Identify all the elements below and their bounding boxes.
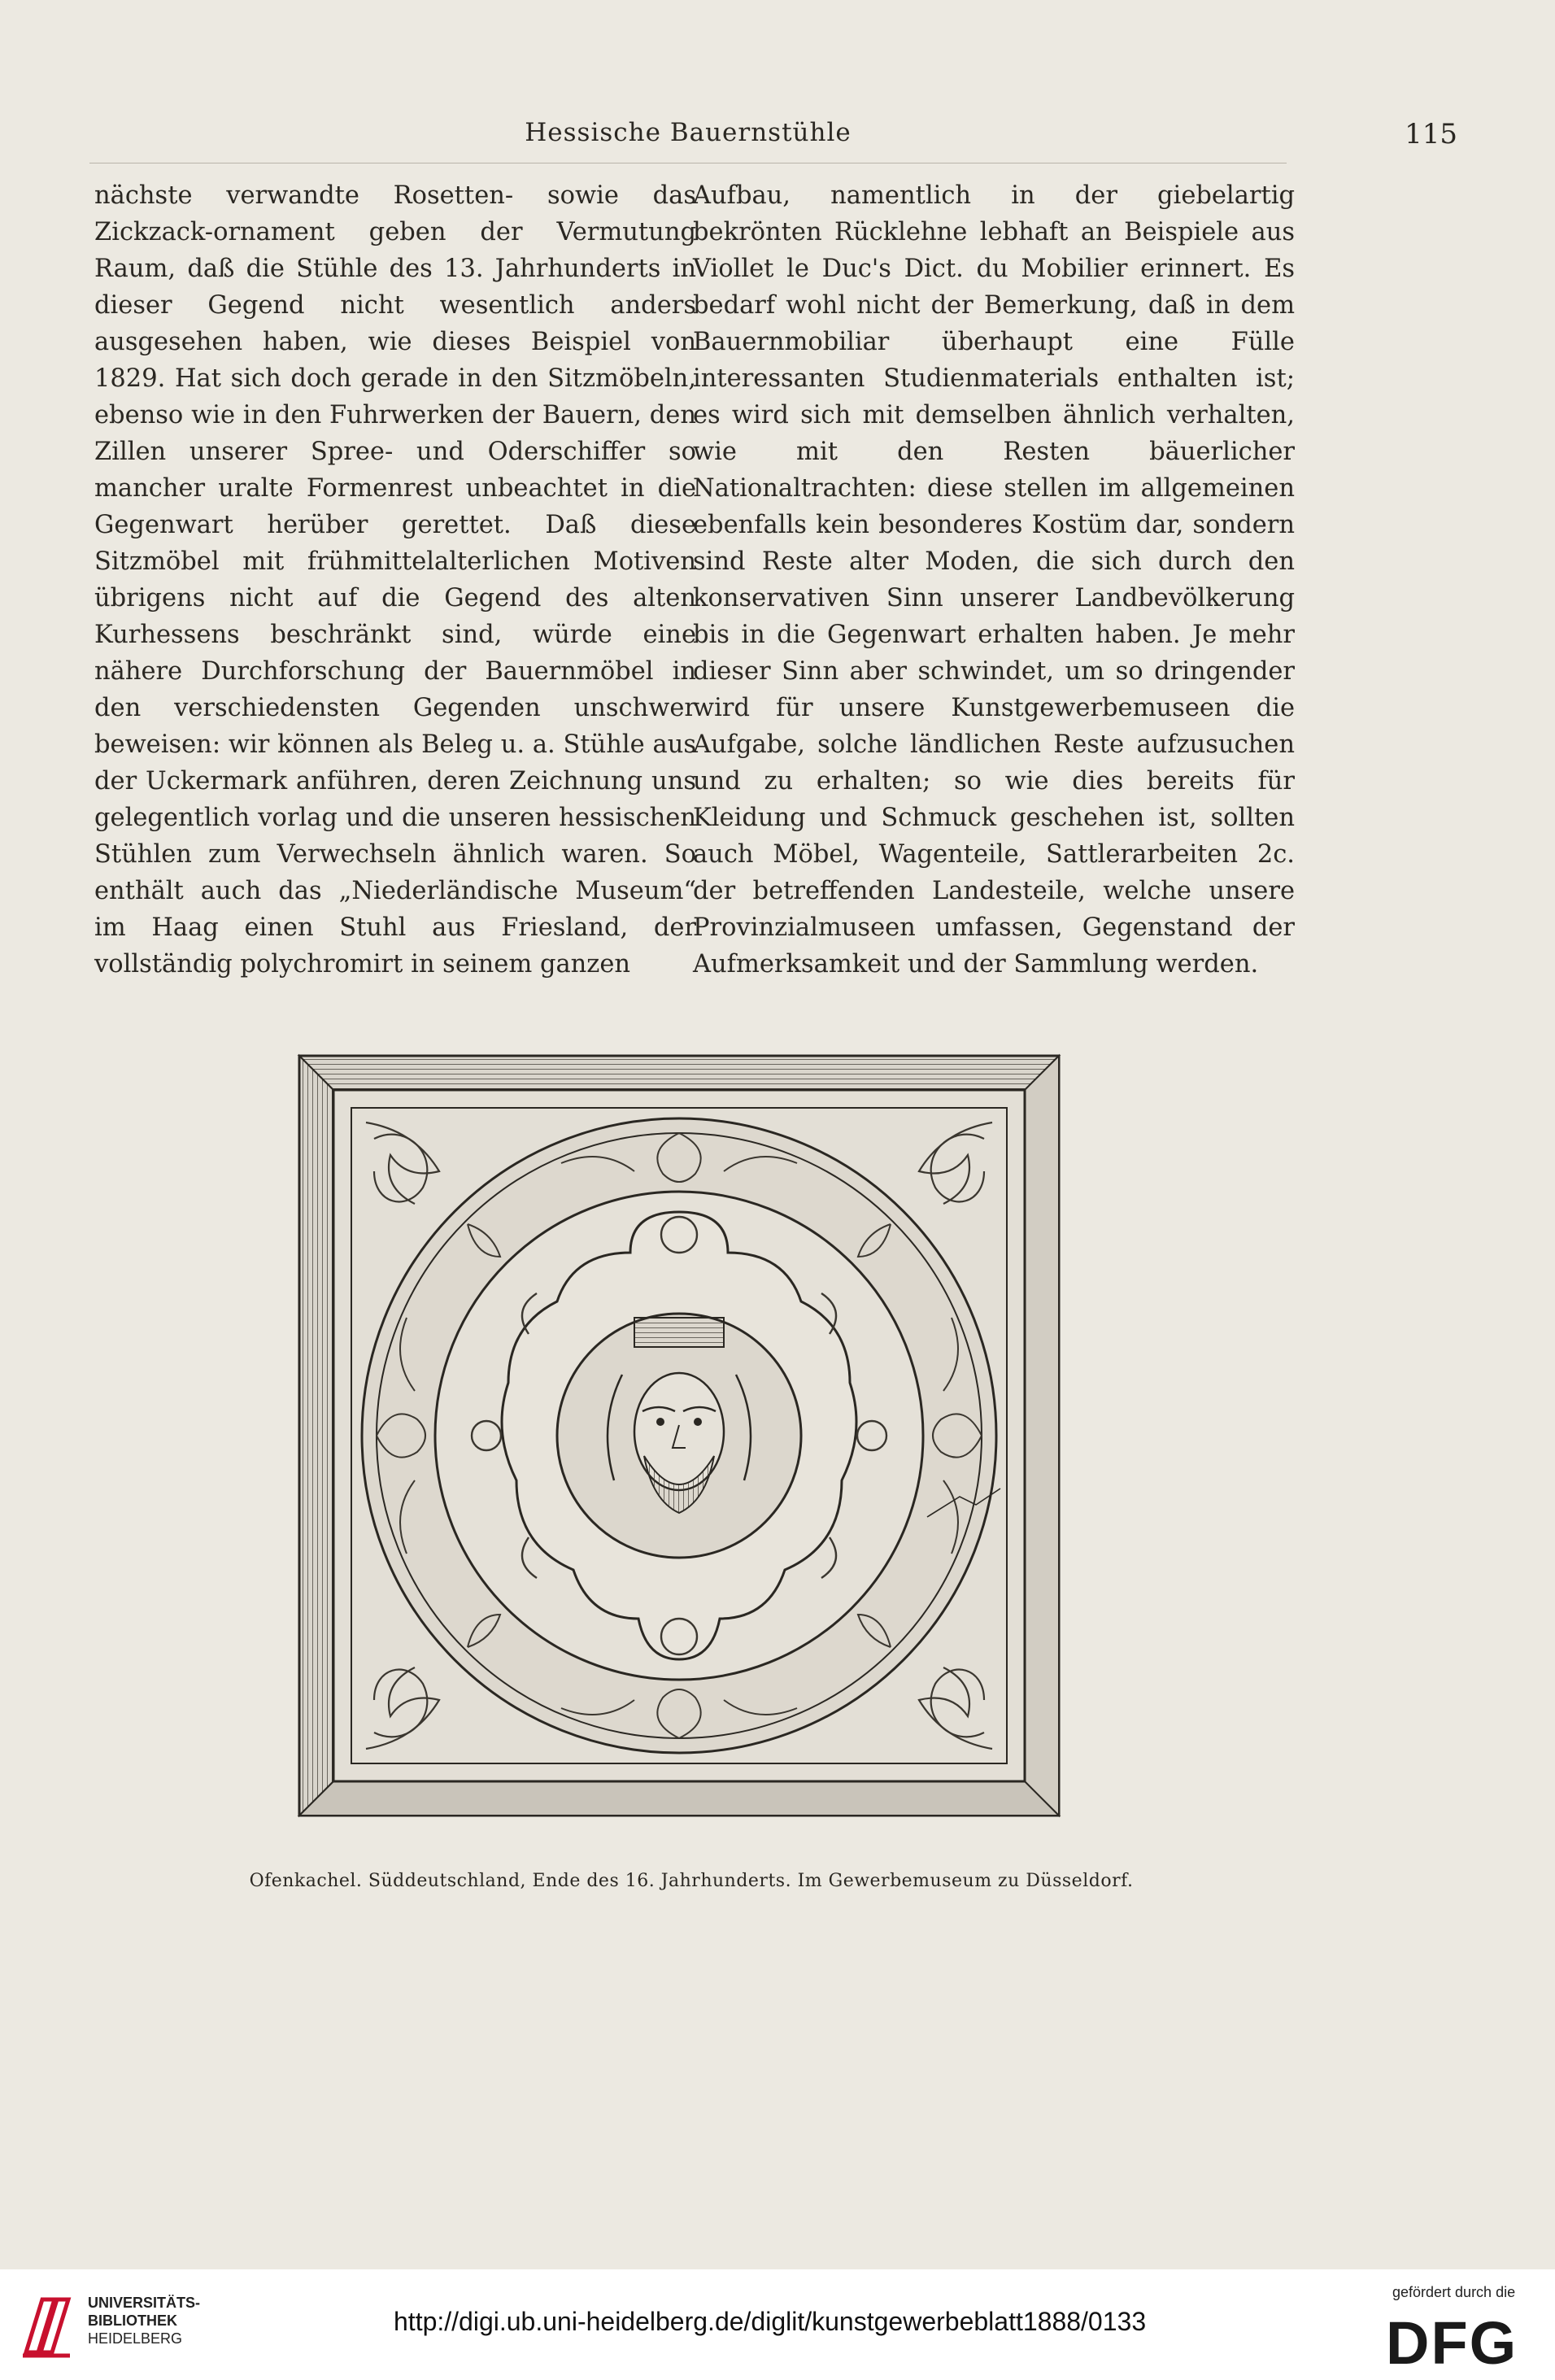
dfg-logo-text: DFG [1386, 2310, 1518, 2372]
sponsor-note: gefördert durch die [1392, 2284, 1516, 2300]
running-head [89, 118, 1457, 150]
digitization-footer [0, 2269, 1555, 2380]
dfg-logo-icon [1383, 2310, 1537, 2372]
left-column-text: nächste verwandte Rosetten- sowie das Zickzack-ornament geben der Vermutung Raum, daß die Stühle des 13. Jahrhunderts in dieser Gegend nicht wesentlich anders ausgesehen haben, wie dieses Beispiel von 1829. Hat sich doch gerade in den Sitzmöbeln, ebenso wie in den Fuhrwerken der Bauern, den Zillen unserer Spree- und Oderschiffer so mancher uralte Formenrest unbeachtet in die Gegenwart herüber gerettet. Daß diese Sitzmöbel mit frühmittelalterlichen Motiven übrigens nicht auf die Gegend des alten Kurhessens beschränkt sind, würde eine nähere Durchforschung der Bauernmöbel in den verschiedensten Gegenden unschwer beweisen: wir können als Beleg u. a. Stühle aus der Uckermark anführen, deren Zeichnung uns gelegentlich vorlag und die unseren hessischen Stühlen zum Verwechseln ähnlich waren. So enthält auch das „Niederländische Museum“ im Haag einen Stuhl aus Friesland, der vollständig polychromirt in seinem ganzen [94, 181, 696, 979]
figure-caption: Ofenkachel. Süddeutschland, Ende des 16. Jahrhunderts. Im Gewerbemuseum zu Düsseldorf. [249, 1871, 1134, 1891]
stove-tile-engraving [293, 1049, 1065, 1822]
page-number: 115 [1405, 118, 1457, 150]
running-title: Hessische Bauernstühle [525, 118, 852, 147]
text-column-left [94, 177, 696, 983]
library-name-line-3: HEIDELBERG [88, 2330, 183, 2347]
permalink-url[interactable]: http://digi.ub.uni-heidelberg.de/diglit/kunstgewerbeblatt1888/0133 [394, 2307, 1147, 2336]
library-name [88, 2294, 200, 2347]
text-column-right [693, 177, 1295, 983]
library-name-line-2: BIBLIOTHEK [88, 2312, 177, 2329]
right-column-text: Aufbau, namentlich in der giebelartig bekrönten Rücklehne lebhaft an Beispiele aus Viollet le Duc's Dict. du Mobilier erinnert. Es bedarf wohl nicht der Bemerkung, daß in dem Bauernmobiliar überhaupt eine Fülle interessanten Studienmaterials enthalten ist; es wird sich mit demselben ähnlich verhalten, wie mit den Resten bäuerlicher Nationaltrachten: diese stellen im allgemeinen ebenfalls kein besonderes Kostüm dar, sondern sind Reste alter Moden, die sich durch den konservativen Sinn unserer Landbevölkerung bis in die Gegenwart erhalten haben. Je mehr dieser Sinn aber schwindet, um so dringender wird für unsere Kunstgewerbemuseen die Aufgabe, solche ländlichen Reste aufzusuchen und zu erhalten; so wie dies bereits für Kleidung und Schmuck geschehen ist, sollten auch Möbel, Wagenteile, Sattlerarbeiten 2c. der betreffenden Landesteile, welche unsere Provinzialmuseen umfassen, Gegenstand der Aufmerksamkeit und der Sammlung werden. [693, 181, 1295, 979]
university-library-logo-icon [18, 2287, 75, 2360]
stove-tile-illustration [293, 1049, 1065, 1822]
library-name-line-1: UNIVERSITÄTS- [88, 2295, 201, 2311]
